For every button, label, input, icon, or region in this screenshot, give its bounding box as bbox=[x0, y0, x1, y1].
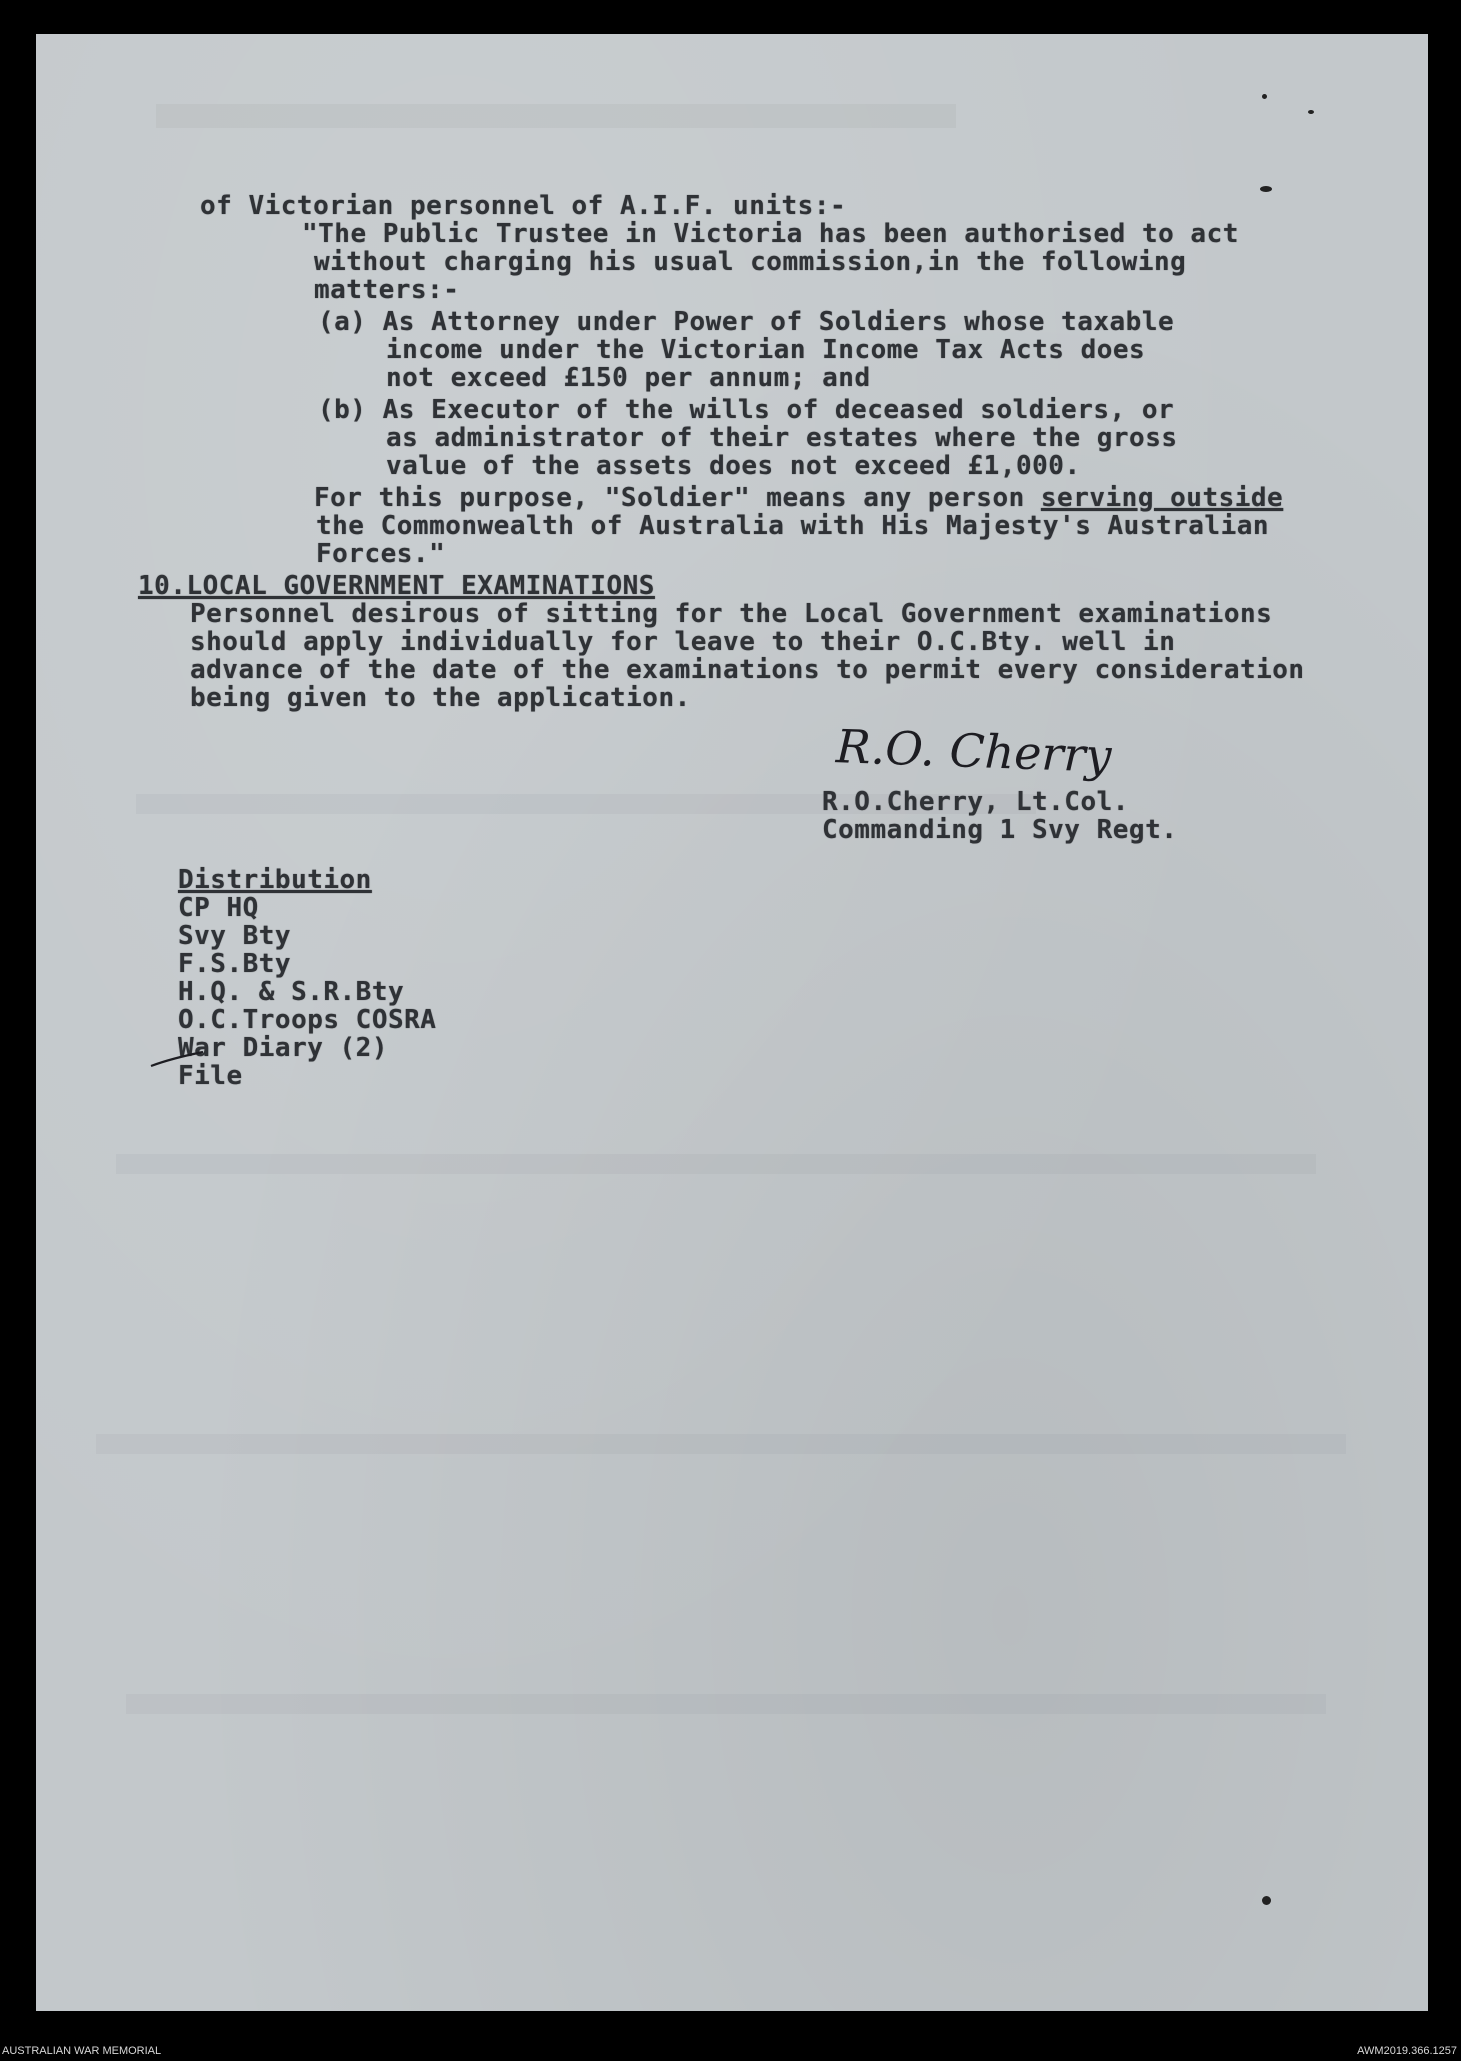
bleed-through bbox=[116, 1154, 1316, 1174]
list-item: CP HQ bbox=[178, 893, 259, 923]
signatory-title: Commanding 1 Svy Regt. bbox=[822, 815, 1178, 845]
text-line: should apply individually for leave to their O.C.Bty. well in bbox=[190, 627, 1176, 657]
handwritten-signature: R.O. Cherry bbox=[835, 719, 1113, 783]
distribution-heading: Distribution bbox=[178, 865, 372, 895]
bleed-through bbox=[96, 1434, 1346, 1454]
pen-tick-mark bbox=[149, 1050, 205, 1070]
text-line: not exceed £150 per annum; and bbox=[386, 363, 871, 393]
text-line bbox=[314, 484, 1283, 512]
text-line: (b) As Executor of the wills of deceased soldiers, or bbox=[318, 395, 1175, 425]
text-line: without charging his usual commission,in the following bbox=[314, 247, 1187, 277]
list-item: Svy Bty bbox=[178, 921, 292, 951]
list-item: F.S.Bty bbox=[178, 949, 292, 979]
text-line: as administrator of their estates where the gross bbox=[386, 423, 1178, 453]
bleed-through bbox=[156, 104, 956, 128]
text-line: Personnel desirous of sitting for the Local Government examinations bbox=[190, 599, 1273, 629]
list-item: O.C.Troops COSRA bbox=[178, 1005, 437, 1035]
paper-speck bbox=[1260, 186, 1272, 192]
text-run: For this purpose, "Soldier" means any person bbox=[314, 483, 1041, 513]
paper-speck bbox=[1262, 1896, 1271, 1905]
signatory-name: R.O.Cherry, Lt.Col. bbox=[822, 787, 1129, 817]
footer-accession-number: AWM2019.366.1257 bbox=[1357, 2045, 1457, 2057]
text-line: "The Public Trustee in Victoria has been authorised to act bbox=[302, 219, 1239, 249]
text-line: being given to the application. bbox=[190, 683, 691, 713]
text-line: value of the assets does not exceed £1,000. bbox=[386, 451, 1081, 481]
text-line: matters:- bbox=[314, 275, 460, 305]
text-line: Forces." bbox=[316, 539, 446, 569]
text-line: advance of the date of the examinations to permit every consideration bbox=[190, 655, 1305, 685]
section-heading: 10.LOCAL GOVERNMENT EXAMINATIONS bbox=[138, 571, 655, 601]
text-line: income under the Victorian Income Tax Acts does bbox=[386, 335, 1146, 365]
list-item: File bbox=[178, 1061, 243, 1091]
list-item: War Diary (2) bbox=[178, 1033, 388, 1063]
text-line: (a) As Attorney under Power of Soldiers whose taxable bbox=[318, 307, 1175, 337]
paper-speck bbox=[1308, 110, 1314, 114]
text-line: the Commonwealth of Australia with His Majesty's Australian bbox=[316, 511, 1270, 541]
document-page bbox=[36, 34, 1428, 2011]
paper-speck bbox=[1262, 94, 1267, 99]
text-line: of Victorian personnel of A.I.F. units:- bbox=[200, 191, 847, 221]
bleed-through bbox=[126, 1694, 1326, 1714]
list-item: H.Q. & S.R.Bty bbox=[178, 977, 405, 1007]
underlined-text: serving outside bbox=[1040, 483, 1284, 513]
footer-source: AUSTRALIAN WAR MEMORIAL bbox=[2, 2045, 162, 2057]
